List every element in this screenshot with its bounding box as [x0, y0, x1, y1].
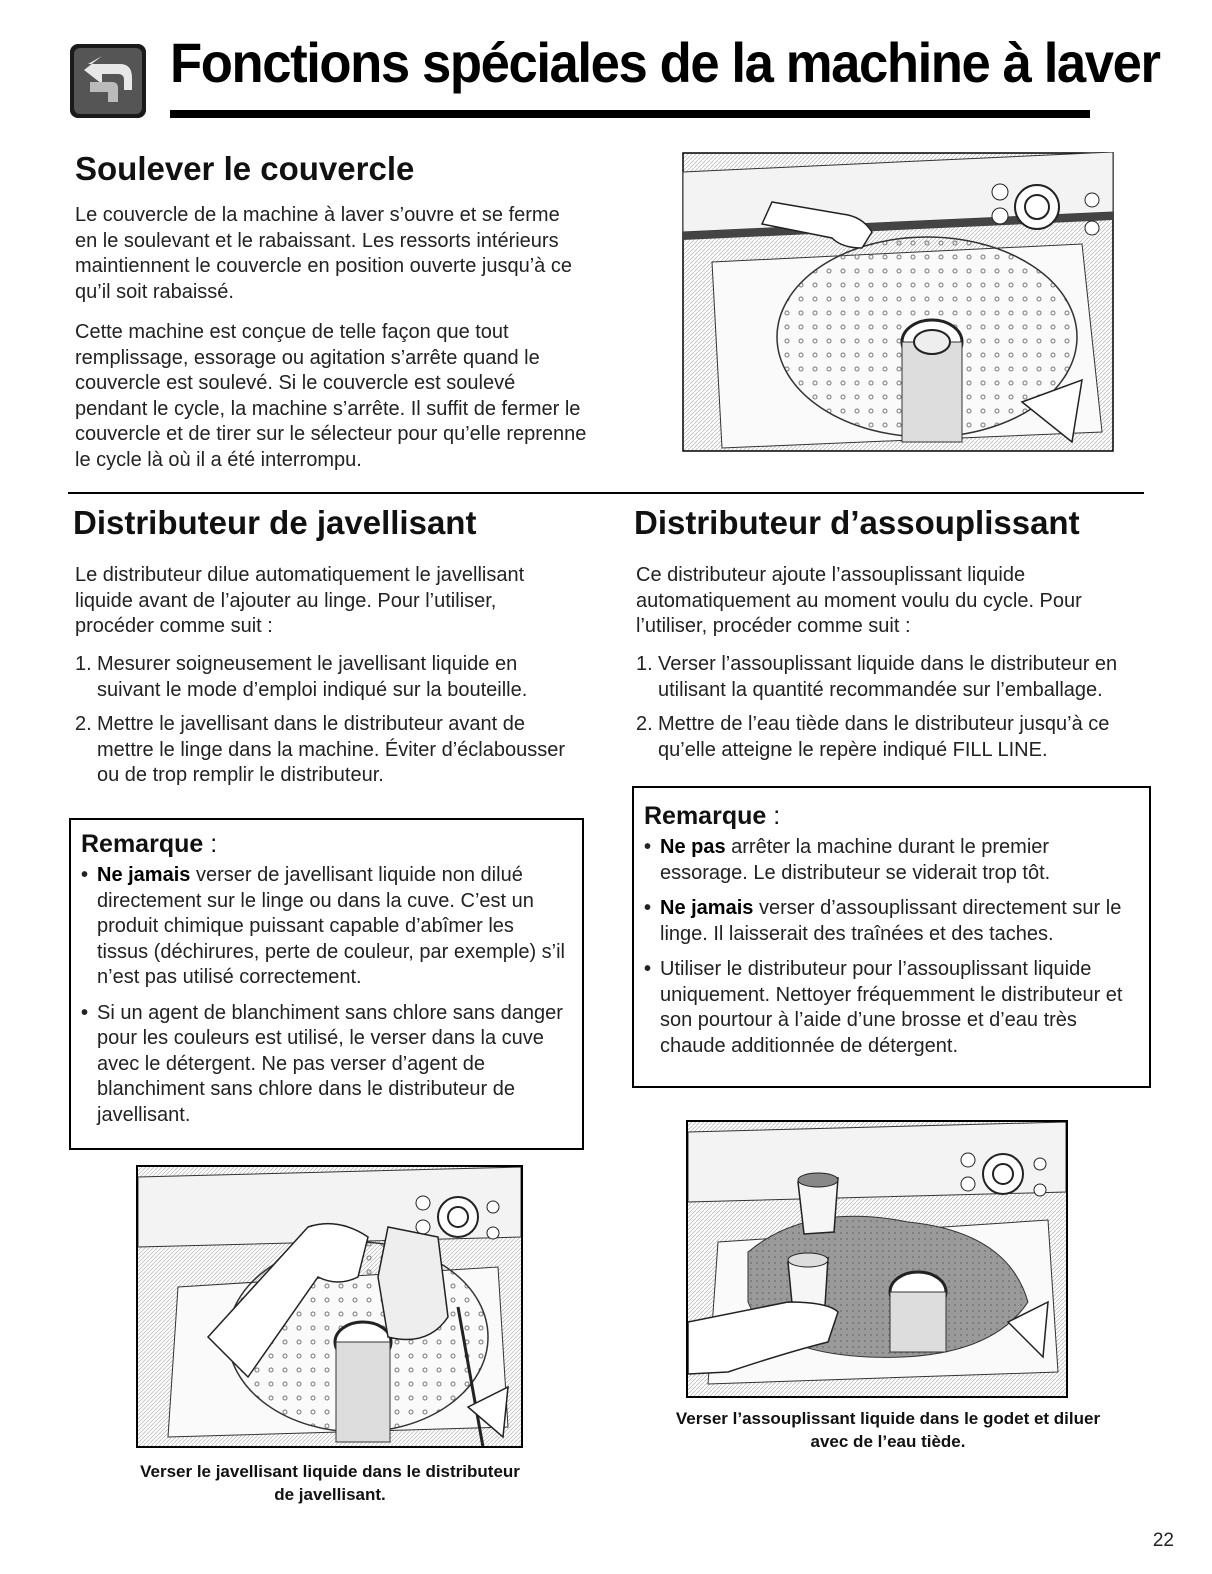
list-item: 2. Mettre le javellisant dans le distributeur avant de mettre le linge dans la machine. Éviter d’éclabousser ou de trop remplir le distributeur.: [75, 713, 566, 786]
section-heading-javellisant: Distributeur de javellisant: [73, 504, 477, 541]
assouplissant-steps: [636, 652, 1146, 772]
caption-assouplissant: Verser l’assouplissant liquide dans le godet et diluer avec de l’eau tiède.: [675, 1409, 1101, 1451]
soulever-paragraph-1: Le couvercle de la machine à laver s’ouvre et se ferme en le soulevant et le rabaissant. Les ressorts intérieurs maintiennent le couvercle en position ouverte jusqu’à ce qu’il soit rabaissé.: [75, 204, 572, 303]
caption-javellisant: Verser le javellisant liquide dans le distributeur de javellisant.: [140, 1462, 520, 1504]
list-item: 1. Mesurer soigneusement le javellisant liquide en suivant le mode d’emploi indiqué sur la bouteille.: [75, 653, 528, 701]
title-underline: [170, 110, 1090, 118]
remarque-list: [644, 835, 1137, 1059]
page-number: 22: [1152, 1530, 1174, 1551]
section-heading-soulever: Soulever le couvercle: [75, 150, 415, 187]
section-separator: [68, 492, 1144, 494]
list-item: • Si un agent de blanchiment sans chlore sans danger pour les couleurs est utilisé, le verser dans la cuve avec le détergent. Ne pas verser d’agent de blanchiment sans chlore dans le distributeur de javellisant.: [81, 1001, 563, 1126]
assouplissant-intro: Ce distributeur ajoute l’assouplissant liquide automatiquement au moment voulu du cycle. Pour l’utiliser, procéder comme suit :: [636, 564, 1082, 637]
arrow-return-icon: [68, 42, 148, 120]
javellisant-steps: [75, 652, 575, 798]
list-item: • Ne jamais verser d’assouplissant directement sur le linge. Il laisserait des traînées et des taches.: [644, 897, 1122, 945]
soulever-paragraph-2: Cette machine est conçue de telle façon que tout remplissage, essorage ou agitation s’arrête quand le couvercle est soulevé. Si le couvercle est soulevé pendant le cycle, la machine s’arrête. Il suffit de fermer le couvercle et de tirer sur le sélecteur pour qu’elle reprenne le cycle là où il a été interrompu.: [75, 321, 587, 471]
list-item: 1. Verser l’assouplissant liquide dans le distributeur en utilisant la quantité recommandée sur l’emballage.: [636, 653, 1118, 701]
javellisant-intro: Le distributeur dilue automatiquement le javellisant liquide avant de l’ajouter au linge. Pour l’utiliser, procéder comme suit :: [75, 564, 525, 637]
remarque-box-javellisant: [69, 818, 584, 1150]
list-item: • Utiliser le distributeur pour l’assouplissant liquide uniquement. Nettoyer fréquemment le distributeur et son pourtour à l’aide d’une brosse et d’eau très chaude additionnée de détergent.: [644, 958, 1123, 1057]
list-item: 2. Mettre de l’eau tiède dans le distributeur jusqu’à ce qu’elle atteigne le repère indiqué FILL LINE.: [636, 713, 1110, 761]
remarque-title: Remarque :: [81, 830, 218, 858]
remarque-title: Remarque :: [644, 802, 781, 830]
list-item: • Ne jamais verser de javellisant liquide non dilué directement sur le linge ou dans la cuve. C’est un produit chimique puissant capable d’abîmer les tissus (déchirures, perte de couleur, par exemple) s’il n’est pas utilisé correctement.: [81, 864, 565, 988]
remarque-list: [81, 863, 568, 1128]
illustration-bleach-pour: [136, 1165, 523, 1448]
illustration-softener-pour: [686, 1120, 1068, 1398]
section-heading-assouplissant: Distributeur d’assouplissant: [634, 504, 1080, 541]
page-title: Fonctions spéciales de la machine à laver: [170, 31, 1160, 94]
illustration-lid-lift: [682, 152, 1114, 452]
remarque-box-assouplissant: [632, 786, 1151, 1088]
list-item: • Ne pas arrêter la machine durant le premier essorage. Le distributeur se viderait trop tôt.: [644, 836, 1051, 884]
